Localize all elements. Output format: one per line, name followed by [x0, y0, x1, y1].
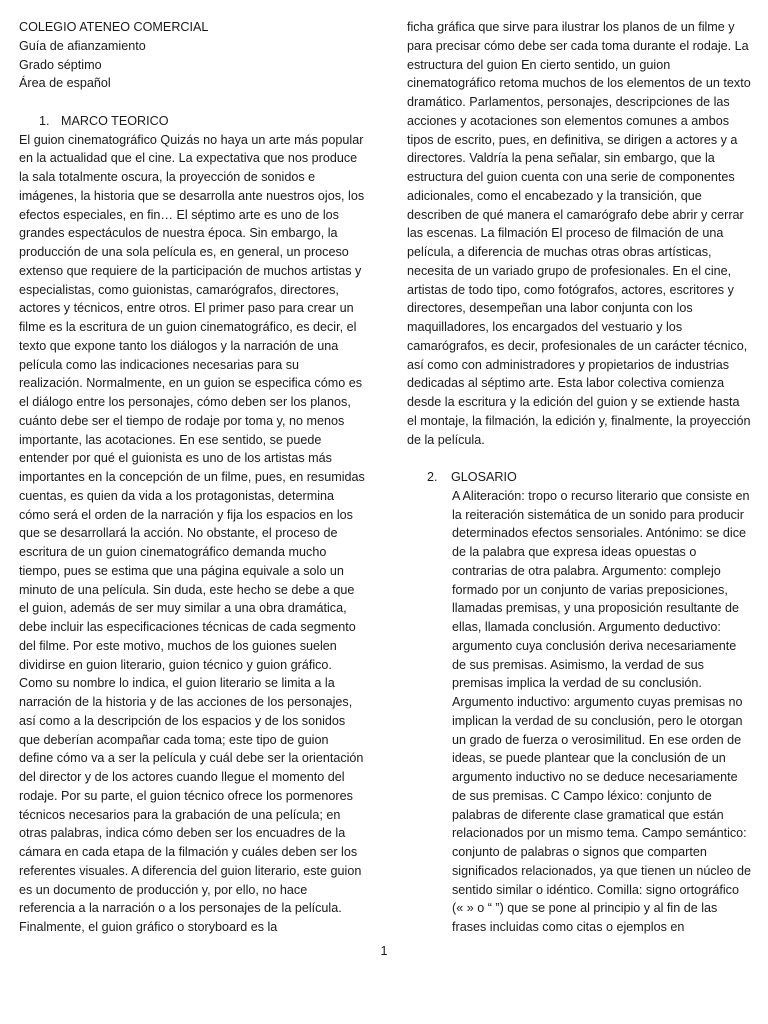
section-title: MARCO TEORICO [61, 113, 169, 128]
body-paragraph: El guion cinematográfico Quizás no haya un arte más popular en la actualidad que el cine. La expectativa que nos produce la sala totalmente oscura, la proyección de sonidos e imágenes, la historia que se desarrolla ante nuestros ojos, los efectos especiales, en fin… El séptimo arte es uno de los grandes espectáculos de nuestra época. Sin embargo, la producción de una sola película es, en general, un proceso extenso que requiere de la participación de muchos artistas y especialistas, como guionistas, camarógrafos, directores, actores y técnicos, entre otros. El primer paso para crear un filme es la escritura de un guion cinematográfico, es decir, el texto que expone tanto los diálogos y la narración de una película como las indicaciones necesarias para su realización. Normalmente, en un guion se especifica cómo es el diálogo entre los personajes, cómo deben ser los planos, cuánto debe ser el tiempo de rodaje por toma y, no menos importante, las acotaciones. En ese sentido, se puede entender por qué el guionista es uno de los artistas más importantes en la concepción de un filme, pues, en resumidas cuentas, es quien da vida a los protagonistas, determina cómo será el orden de la narración y fija los espacios en los que se desarrollará la acción. No obstante, el proceso de escritura de un guion cinematográfico demanda mucho tiempo, pues se estima que una página equivale a solo un minuto de una película. Sin duda, este hecho se debe a que el guion, además de ser muy similar a una obra dramática, debe incluir las especificaciones técnicas de cada segmento del filme. Por este motivo, muchos de los guiones suelen dividirse en guion literario, guion técnico y guion gráfico. Como su nombre lo indica, el guion literario se limita a la narración de la historia y de las acciones de los personajes, así como a la descripción de los espacios y de los sonidos que deberían acompañar cada toma; este tipo de guion define cómo va a ser la película y cuál debe ser la orientación del director y de los actores cuando llegue el momento del rodaje. Por su parte, el guion técnico ofrece los pormenores técnicos necesarios para la grabación de una película; en otras palabras, indica cómo deben ser los encuadres de la cámara en cada etapa de la filmación y cuáles deben ser los referentes visuales. A diferencia del guion literario, este guion es un documento de producción y, por ello, no hace referencia a la narración o a los personajes de la película. Finalmente, el guion gráfico o storyboard es la [19, 132, 365, 934]
body-paragraph-continued: ficha gráfica que sirve para ilustrar los planos de un filme y para precisar cómo debe ser cada toma durante el rodaje. La estructura del guion En cierto sentido, un guion cinematográfico retoma muchos de los elementos de un texto dramático. Parlamentos, personajes, descripciones de las acciones y acotaciones son elementos comunes a ambos tipos de escrito, pues, en definitiva, se dirigen a actores y a directores. Valdría la pena señalar, sin embargo, que la estructura del guion cuenta con una serie de componentes adicionales, como el encabezado y la transición, que describen de qué manera el camarógrafo debe abrir y cerrar las escenas. La filmación El proceso de filmación de una película, a diferencia de muchas otras obras artísticas, necesita de un variado grupo de profesionales. En el cine, artistas de todo tipo, como fotógrafos, actores, escritores y directores, desempeñan una labor conjunta con los maquilladores, los encargados del vestuario y los camarógrafos, es decir, profesionales de un carácter técnico, así como con administradores y propietarios de industrias dedicadas al séptimo arte. Esta labor colectiva comienza desde la escritura y la edición del guion y se extiende hasta el montaje, la filmación, la edición y, finalmente, la proyección de la película. [407, 20, 751, 447]
page-number: 1 [380, 944, 388, 958]
document-header [19, 18, 365, 93]
right-column [407, 18, 752, 937]
subject-area: Área de español [19, 76, 111, 91]
section-heading-marco-teorico [19, 112, 365, 131]
grade-label: Grado séptimo [19, 57, 102, 72]
section-title: GLOSARIO [451, 470, 517, 484]
glossary-body [407, 487, 752, 937]
school-name: COLEGIO ATENEO COMERCIAL [19, 20, 209, 34]
guide-title: Guía de afianzamiento [19, 38, 146, 53]
glossary-text: A Aliteración: tropo o recurso literario que consiste en la reiteración sistemática de un sonido para producir determinados efectos sensoriales. Antónimo: se dice de la palabra que expresa ideas opuestas o contrarias de otra palabra. Argumento: complejo formado por un conjunto de varias preposiciones, llamadas premisas, y una proposición resultante de ellas, llamada conclusión. Argumento deductivo: argumento cuya conclusión deriva necesariamente de sus premisas. Asimismo, la verdad de sus premisas implica la verdad de su conclusión. Argumento inductivo: argumento cuyas premisas no implican la verdad de su conclusión, pero le otorgan un grado de fuerza o verosimilitud. En ese orden de ideas, se puede plantear que la conclusión de un argumento inductivo no se deduce necesariamente de sus premisas. C Campo léxico: conjunto de palabras de diferente clase gramatical que están relacionados por un mismo tema. Campo semántico: conjunto de palabras o signos que comparten significados relacionados, ya que tienen un núcleo de sentido similar o idéntico. Comilla: signo ortográfico (« » o “ ”) que se pone al principio y al fin de las frases incluidas como citas o ejemplos en [452, 488, 751, 934]
section-number: 1. [39, 113, 50, 128]
glossary-section [407, 468, 752, 937]
section-heading-glosario [407, 468, 752, 487]
section-number: 2. [427, 470, 438, 484]
section-body-right [407, 18, 752, 449]
left-column [19, 18, 365, 937]
section-body-left [19, 131, 365, 937]
